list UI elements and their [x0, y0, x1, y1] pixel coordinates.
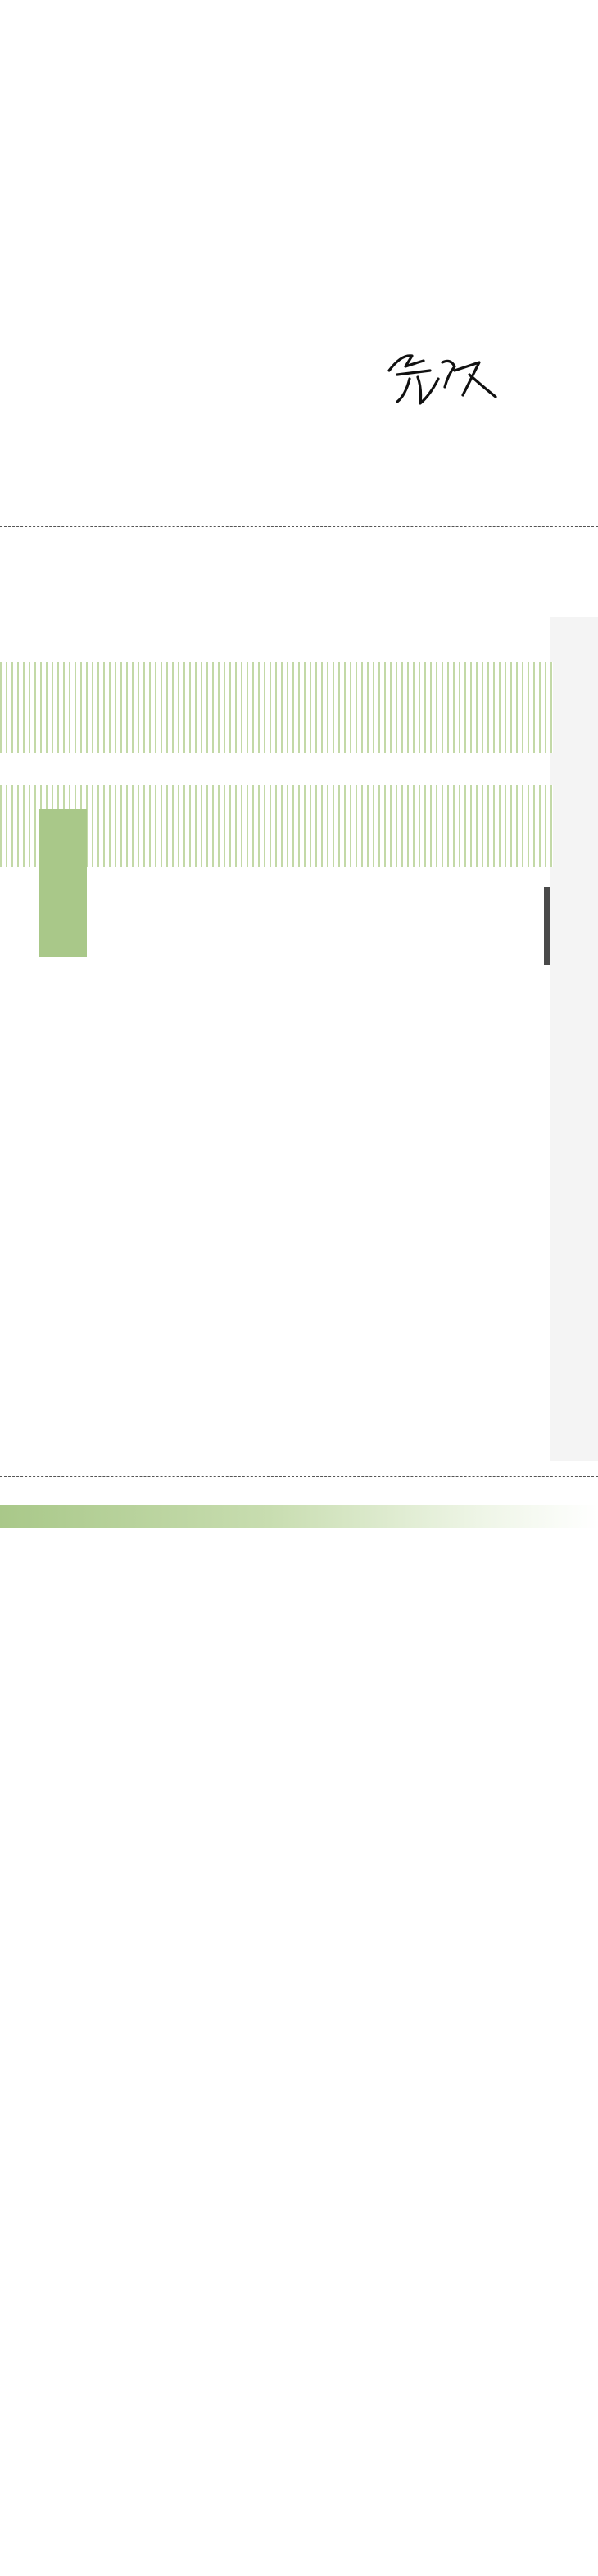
decorative-stripes-top [0, 662, 553, 753]
handwritten-signature [373, 338, 512, 412]
running-header [0, 1505, 598, 1528]
page-separator-2 [0, 1476, 598, 1477]
decorative-bar [544, 887, 550, 965]
preface-page [0, 0, 598, 558]
toc-page-1 [0, 617, 598, 1461]
toc-banner [39, 809, 87, 957]
page-separator [0, 526, 598, 527]
page-edge [550, 617, 598, 1461]
